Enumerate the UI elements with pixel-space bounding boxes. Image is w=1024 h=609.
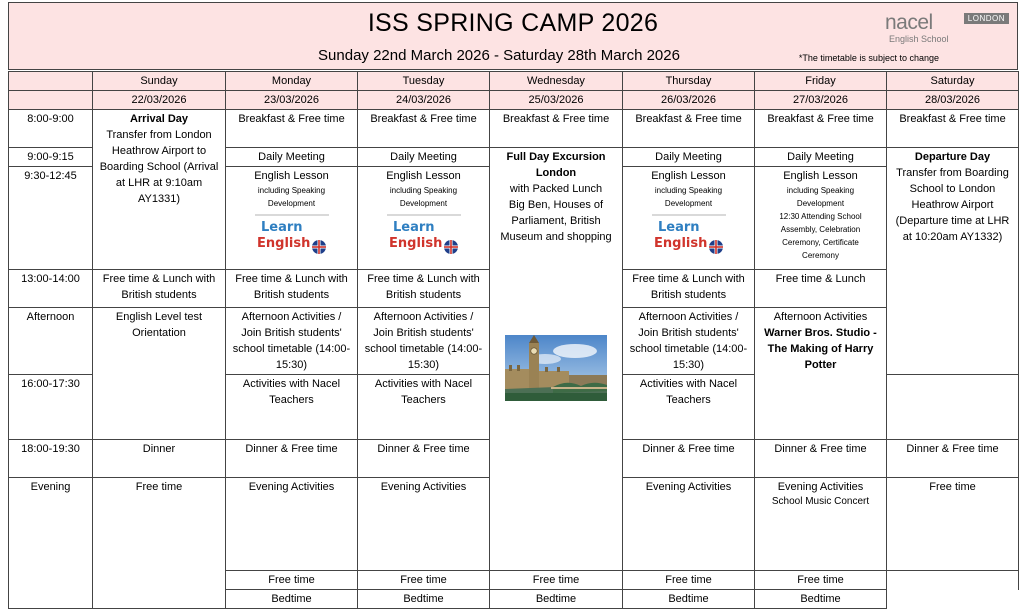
departure-text: Transfer from Boarding School to London Heathrow Airport (Departure time at LHR at 10:20am AY1332) — [895, 167, 1010, 243]
afternoon-activities-cell: Afternoon Activities / Join British students' school timetable (14:00- 15:30) — [623, 308, 755, 375]
lesson-subtitle: including Speaking Development — [654, 186, 723, 208]
bedtime-cell: Bedtime — [226, 590, 358, 609]
assembly-text: 12:30 Attending School Assembly, Celebration Ceremony, Certificate Ceremony — [779, 212, 862, 260]
english-lesson-cell — [226, 167, 358, 270]
arrival-text: Transfer from London Heathrow Airport to Boarding School (Arrival at LHR at 9:10am AY1331) — [99, 129, 219, 205]
svg-text:Learn: Learn — [260, 220, 303, 235]
london-big-ben-photo — [505, 335, 607, 401]
excursion-text: with Packed Lunch Big Ben, Houses of Parliament, British Museum and shopping — [500, 183, 612, 243]
svg-text:English: English — [653, 236, 707, 251]
dinner-cell: Dinner & Free time — [623, 440, 755, 478]
friday-lesson-cell — [755, 167, 887, 270]
breakfast-cell: Breakfast & Free time — [226, 110, 358, 148]
lesson-title: English Lesson — [783, 170, 858, 182]
lesson-subtitle: including Speaking Development — [786, 186, 855, 208]
day-row — [9, 72, 1019, 91]
learn-english-logo — [652, 213, 726, 257]
evening-activities-cell: Evening Activities — [623, 478, 755, 571]
wednesday-excursion-cell — [490, 148, 623, 571]
timetable-note: *The timetable is subject to change — [798, 53, 939, 63]
english-lesson-cell — [358, 167, 490, 270]
lesson-title: English Lesson — [386, 170, 461, 182]
time-label: 13:00-14:00 — [9, 270, 93, 308]
svg-text:Learn: Learn — [657, 220, 700, 235]
free-time-cell: Free time — [490, 571, 623, 590]
nacel-activities-cell: Activities with Nacel Teachers — [623, 375, 755, 440]
lesson-title: English Lesson — [254, 170, 329, 182]
afternoon-activities-cell: Afternoon Activities / Join British students' school timetable (14:00- 15:30) — [358, 308, 490, 375]
friday-free-time-cell: Free time — [887, 478, 1019, 571]
corner-cell — [9, 72, 93, 91]
sunday-arrival-cell — [93, 110, 226, 270]
free-time-cell: Free time — [755, 571, 887, 590]
dinner-cell: Dinner — [93, 440, 226, 478]
date-friday: 27/03/2026 — [755, 91, 887, 110]
breakfast-cell: Breakfast & Free time — [358, 110, 490, 148]
meeting-cell: Daily Meeting — [226, 148, 358, 167]
evening-activities-label: Evening Activities — [777, 481, 864, 493]
lesson-subtitle: including Speaking Development — [389, 186, 458, 208]
dinner-cell: Dinner & Free time — [755, 440, 887, 478]
nacel-logo — [881, 11, 1011, 47]
logo-sub: English School — [889, 34, 949, 44]
thursday-evening-cell — [755, 478, 887, 571]
nacel-activities-cell: Activities with Nacel Teachers — [226, 375, 358, 440]
date-wednesday: 25/03/2026 — [490, 91, 623, 110]
date-monday: 23/03/2026 — [226, 91, 358, 110]
lesson-title: English Lesson — [651, 170, 726, 182]
dinner-cell: Dinner & Free time — [226, 440, 358, 478]
svg-text:English: English — [256, 236, 310, 251]
free-time-cell: Free time — [358, 571, 490, 590]
date-thursday: 26/03/2026 — [623, 91, 755, 110]
day-friday: Friday — [755, 72, 887, 91]
time-label: 8:00-9:00 — [9, 110, 93, 148]
breakfast-cell: Breakfast & Free time — [887, 110, 1019, 148]
lunch-cell: Free time & Lunch with British students — [623, 270, 755, 308]
breakfast-cell: Breakfast & Free time — [490, 110, 623, 148]
lunch-cell: Free time & Lunch with British students — [226, 270, 358, 308]
time-label: 9:30-12:45 — [9, 167, 93, 270]
timetable-header — [8, 2, 1018, 70]
bedtime-cell: Bedtime — [490, 590, 623, 609]
time-label: 9:00-9:15 — [9, 148, 93, 167]
day-monday: Monday — [226, 72, 358, 91]
bedtime-cell: Bedtime — [755, 590, 887, 609]
day-wednesday: Wednesday — [490, 72, 623, 91]
friday-lunch-cell: Free time & Lunch — [755, 270, 887, 308]
time-label: 18:00-19:30 — [9, 440, 93, 478]
meeting-cell: Daily Meeting — [623, 148, 755, 167]
sunday-free-time-cell: Free time — [93, 478, 226, 609]
learn-english-logo — [255, 213, 329, 257]
saturday-departure-cell — [887, 148, 1019, 375]
timetable — [8, 71, 1019, 609]
dinner-cell: Dinner & Free time — [887, 440, 1019, 478]
afternoon-activities-label: Afternoon Activities — [773, 311, 868, 323]
time-label: Afternoon — [9, 308, 93, 375]
date-saturday: 28/03/2026 — [887, 91, 1019, 110]
arrival-title: Arrival Day — [129, 113, 189, 125]
corner-cell — [9, 91, 93, 110]
evening-activities-cell: Evening Activities — [226, 478, 358, 571]
date-tuesday: 24/03/2026 — [358, 91, 490, 110]
time-label: 16:00-17:30 — [9, 375, 93, 440]
english-lesson-cell — [623, 167, 755, 270]
day-saturday: Saturday — [887, 72, 1019, 91]
learn-english-logo — [387, 213, 461, 257]
nacel-activities-cell: Activities with Nacel Teachers — [358, 375, 490, 440]
day-thursday: Thursday — [623, 72, 755, 91]
warner-bros-text: Warner Bros. Studio - The Making of Harry Potter — [764, 327, 877, 371]
row-breakfast — [9, 110, 1019, 148]
lunch-cell: Free time & Lunch with British students — [93, 270, 226, 308]
lesson-subtitle: including Speaking Development — [257, 186, 326, 208]
free-time-cell: Free time — [623, 571, 755, 590]
free-time-cell: Free time — [226, 571, 358, 590]
friday-afternoon-cell — [755, 308, 887, 440]
logo-box: LONDON — [964, 13, 1009, 24]
departure-title: Departure Day — [914, 151, 991, 163]
logo-word: nacel — [885, 11, 933, 34]
svg-text:Learn: Learn — [392, 220, 435, 235]
meeting-cell: Daily Meeting — [358, 148, 490, 167]
day-sunday: Sunday — [93, 72, 226, 91]
bedtime-cell: Bedtime — [358, 590, 490, 609]
dinner-cell: Dinner & Free time — [358, 440, 490, 478]
lunch-cell: Free time & Lunch with British students — [358, 270, 490, 308]
breakfast-cell: Breakfast & Free time — [623, 110, 755, 148]
meeting-cell: Daily Meeting — [755, 148, 887, 167]
music-concert-text: School Music Concert — [771, 496, 870, 507]
date-range: Sunday 22nd March 2026 - Saturday 28th March 2026 — [318, 47, 680, 64]
breakfast-cell: Breakfast & Free time — [755, 110, 887, 148]
level-test-cell: English Level test Orientation — [93, 308, 226, 440]
page-title: ISS SPRING CAMP 2026 — [367, 9, 659, 37]
bedtime-cell: Bedtime — [623, 590, 755, 609]
date-row — [9, 91, 1019, 110]
excursion-title: Full Day Excursion London — [506, 151, 606, 179]
evening-activities-cell: Evening Activities — [358, 478, 490, 571]
day-tuesday: Tuesday — [358, 72, 490, 91]
date-sunday: 22/03/2026 — [93, 91, 226, 110]
afternoon-activities-cell: Afternoon Activities / Join British students' school timetable (14:00- 15:30) — [226, 308, 358, 375]
svg-text:English: English — [388, 236, 442, 251]
time-label: Evening — [9, 478, 93, 609]
